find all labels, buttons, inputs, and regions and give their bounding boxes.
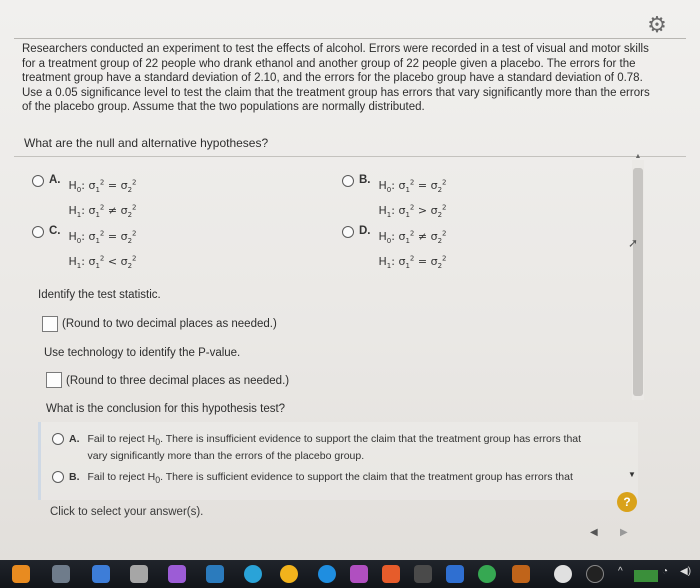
choice-letter: B. [359, 174, 371, 186]
alternative-hypothesis: $H_1$: $\sigma_1^2 = \sigma_2^2$ [378, 253, 447, 270]
hypothesis-pair [69, 225, 137, 275]
test-statistic-label: Identify the test statistic. [38, 289, 161, 301]
choice-letter: A. [49, 174, 61, 186]
app-icon[interactable] [130, 565, 148, 583]
hypothesis-pair [69, 174, 137, 224]
chevron-up-icon[interactable]: ^ [618, 566, 623, 577]
app-icon[interactable] [244, 565, 262, 583]
app-icon[interactable] [512, 565, 530, 583]
speaker-icon[interactable]: ◀) [680, 566, 692, 577]
wifi-icon[interactable]: ◔ [662, 566, 669, 577]
p-value-input[interactable] [46, 372, 62, 388]
choice-letter: A. [69, 433, 80, 445]
choice-letter: D. [359, 225, 371, 237]
choice-d[interactable] [342, 225, 447, 275]
app-icon[interactable] [12, 565, 30, 583]
chevron-left-icon[interactable]: ◀ [590, 527, 598, 538]
choice-letter: B. [69, 471, 80, 483]
hypotheses-question: What are the null and alternative hypotheses? [24, 136, 269, 150]
radio-button[interactable] [342, 175, 354, 187]
app-icon[interactable] [206, 565, 224, 583]
alternative-hypothesis: $H_1$: $\sigma_1^2 > \sigma_2^2$ [378, 202, 447, 219]
radio-button[interactable] [52, 471, 64, 483]
conclusion-question: What is the conclusion for this hypothesis test? [46, 403, 286, 415]
select-answer-hint: Click to select your answer(s). [50, 506, 204, 518]
test-statistic-hint: (Round to two decimal places as needed.) [62, 318, 277, 330]
divider [14, 38, 686, 39]
app-icon[interactable] [280, 565, 298, 583]
app-icon[interactable] [382, 565, 400, 583]
battery-icon[interactable] [634, 570, 658, 582]
radio-button[interactable] [342, 226, 354, 238]
choice-c[interactable] [32, 225, 137, 275]
app-icon[interactable] [414, 565, 432, 583]
app-icon[interactable] [168, 565, 186, 583]
problem-statement: Researchers conducted an experiment to test the effects of alcohol. Errors were recorded in a test of visual and motor skills for a treatment group of 22 people who drank ethanol and another group of 22 people given a placebo. The errors for the treatment group have a standard deviation of 2.10, and the errors for the placebo group have a standard deviation of 0.78. Use a 0.05 significance level to test the claim that the treatment group has errors that vary significantly more than the errors of the placebo group. Assume that the two populations are normally distributed. [22, 43, 650, 114]
mouse-cursor-icon: ➚ [628, 236, 639, 250]
null-hypothesis: $H_0$: $\sigma_1^2 = \sigma_2^2$ [378, 178, 447, 194]
alternative-hypothesis: $H_1$: $\sigma_1^2 \ne \sigma_2^2$ [68, 202, 137, 219]
choice-letter: C. [49, 225, 61, 237]
null-hypothesis: $H_0$: $\sigma_1^2 \ne \sigma_2^2$ [378, 229, 447, 245]
null-hypothesis: $H_0$: $\sigma_1^2 = \sigma_2^2$ [68, 229, 137, 245]
app-icon[interactable] [318, 565, 336, 583]
p-value-label: Use technology to identify the P-value. [44, 347, 241, 359]
question-icon[interactable]: ? [617, 492, 637, 512]
test-statistic-input[interactable] [42, 316, 58, 332]
hypothesis-pair [379, 174, 447, 224]
radio-button[interactable] [52, 433, 64, 445]
chevron-right-icon[interactable]: ▶ [620, 527, 628, 538]
conclusion-text: Fail to reject $H_0$. There is sufficient evidence to support the claim that the treatment group has errors that [87, 471, 573, 486]
app-icon[interactable] [52, 565, 70, 583]
alternative-hypothesis: $H_1$: $\sigma_1^2 < \sigma_2^2$ [68, 253, 137, 270]
chevron-down-icon[interactable]: ▼ [628, 470, 636, 479]
hypothesis-pair [379, 225, 447, 275]
app-icon[interactable] [92, 565, 110, 583]
conclusion-option-a[interactable] [52, 432, 598, 463]
radio-button[interactable] [32, 175, 44, 187]
app-icon[interactable] [478, 565, 496, 583]
choice-b[interactable] [342, 174, 447, 224]
conclusion-option-b[interactable] [52, 470, 598, 487]
null-hypothesis: $H_0$: $\sigma_1^2 = \sigma_2^2$ [68, 178, 137, 194]
app-icon[interactable] [446, 565, 464, 583]
app-icon[interactable] [586, 565, 604, 583]
choice-a[interactable] [32, 174, 137, 224]
scroll-up-icon[interactable]: ▲ [634, 153, 642, 160]
scrollbar-thumb[interactable] [633, 168, 643, 396]
gear-icon[interactable]: ⚙ [647, 12, 667, 37]
divider [14, 156, 686, 157]
app-icon[interactable] [554, 565, 572, 583]
p-value-hint: (Round to three decimal places as needed.) [66, 375, 290, 387]
conclusion-text: Fail to reject $H_0$. There is insufficient evidence to support the claim that the treatment group has errors that vary significantly more than the errors of the placebo group. [87, 433, 582, 463]
app-icon[interactable] [350, 565, 368, 583]
radio-button[interactable] [32, 226, 44, 238]
